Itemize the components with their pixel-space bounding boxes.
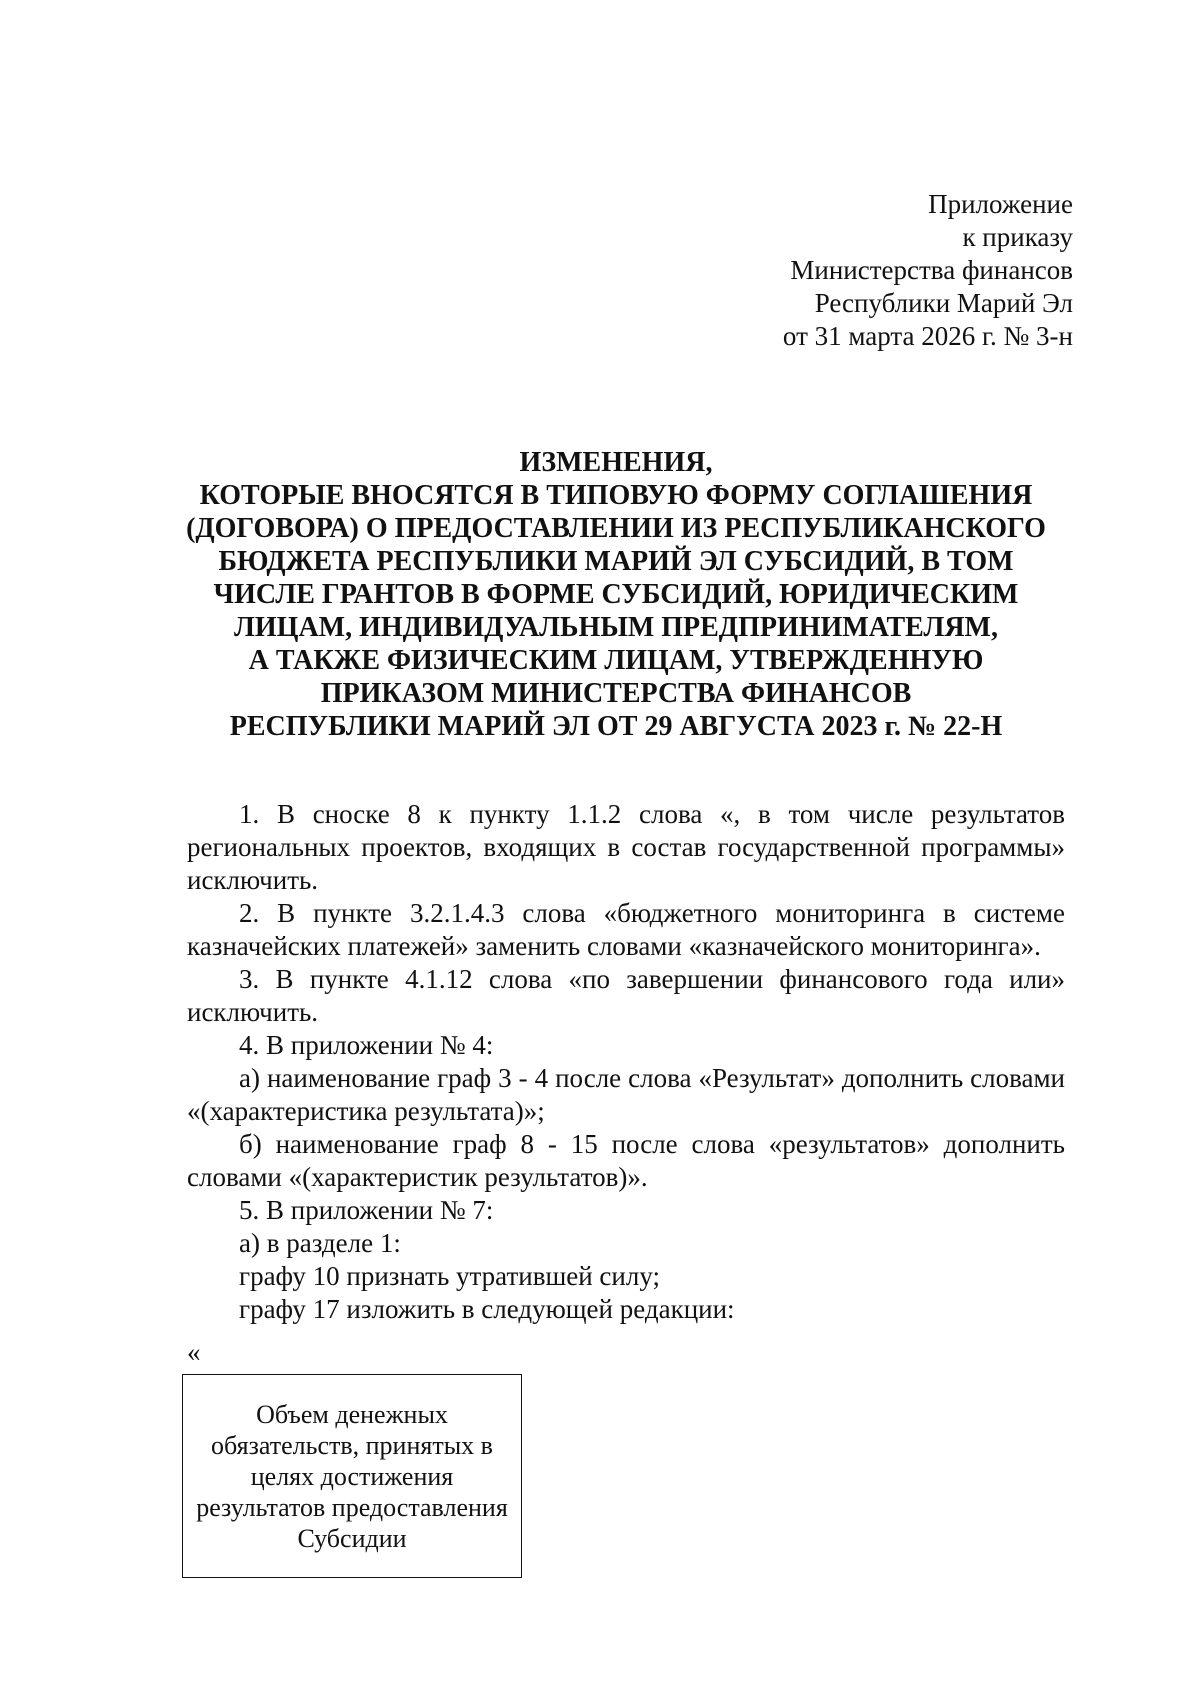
paragraph-3: 3. В пункте 4.1.12 слова «по завершении финансового года или» исключить. — [187, 964, 1065, 1027]
opening-quote: « — [187, 1337, 201, 1367]
paragraph-5a-item2: графу 17 изложить в следующей редакции: — [239, 1294, 735, 1324]
title-line: ИЗМЕНЕНИЯ, — [519, 447, 713, 478]
paragraph-4: 4. В приложении № 4: — [239, 1030, 494, 1060]
column-header-table — [182, 1374, 522, 1578]
appendix-line: Приложение — [928, 189, 1073, 219]
title-line: А ТАКЖЕ ФИЗИЧЕСКИМ ЛИЦАМ, УТВЕРЖДЕННУЮ — [248, 645, 984, 676]
paragraph-5: 5. В приложении № 7: — [239, 1195, 494, 1225]
table-header-cell: Объем денежных обязательств, принятых в целях достижения результатов предоставления Субсидии — [196, 1399, 508, 1553]
paragraph-5a-item1: графу 10 признать утратившей силу; — [239, 1261, 660, 1291]
paragraph-5a: а) в разделе 1: — [239, 1228, 401, 1258]
title-line: БЮДЖЕТА РЕСПУБЛИКИ МАРИЙ ЭЛ СУБСИДИЙ, В ТОМ — [218, 546, 1014, 577]
paragraph-1: 1. В сноске 8 к пункту 1.1.2 слова «, в том числе результатов региональных проектов, входящих в состав государственной программы» исключить. — [187, 799, 1065, 895]
document-body — [187, 798, 1065, 1326]
paragraph-2: 2. В пункте 3.2.1.4.3 слова «бюджетного мониторинга в системе казначейских платежей» заменить словами «казначейского мониторинга». — [187, 898, 1065, 961]
appendix-line: Республики Марий Эл — [814, 288, 1073, 318]
paragraph-4a: а) наименование граф 3 - 4 после слова «Результат» дополнить словами «(характеристика результата)»; — [187, 1063, 1065, 1126]
document-title — [170, 446, 1062, 743]
title-line: КОТОРЫЕ ВНОСЯТСЯ В ТИПОВУЮ ФОРМУ СОГЛАШЕНИЯ — [199, 480, 1033, 511]
appendix-line: Министерства финансов — [790, 255, 1073, 285]
title-line: ЛИЦАМ, ИНДИВИДУАЛЬНЫМ ПРЕДПРИНИМАТЕЛЯМ, — [234, 612, 998, 643]
title-line: (ДОГОВОРА) О ПРЕДОСТАВЛЕНИИ ИЗ РЕСПУБЛИКАНСКОГО — [186, 513, 1046, 544]
title-line: РЕСПУБЛИКИ МАРИЙ ЭЛ ОТ 29 АВГУСТА 2023 г. № 22-Н — [229, 711, 1003, 742]
appendix-date-line: от 31 марта 2026 г. № 3-н — [782, 321, 1073, 351]
appendix-header — [783, 188, 1073, 353]
title-line: ЧИСЛЕ ГРАНТОВ В ФОРМЕ СУБСИДИЙ, ЮРИДИЧЕСКИМ — [213, 579, 1019, 610]
paragraph-4b: б) наименование граф 8 - 15 после слова «результатов» дополнить словами «(характеристик результатов)». — [187, 1129, 1065, 1192]
appendix-line: к приказу — [962, 222, 1073, 252]
title-line: ПРИКАЗОМ МИНИСТЕРСТВА ФИНАНСОВ — [320, 678, 912, 709]
